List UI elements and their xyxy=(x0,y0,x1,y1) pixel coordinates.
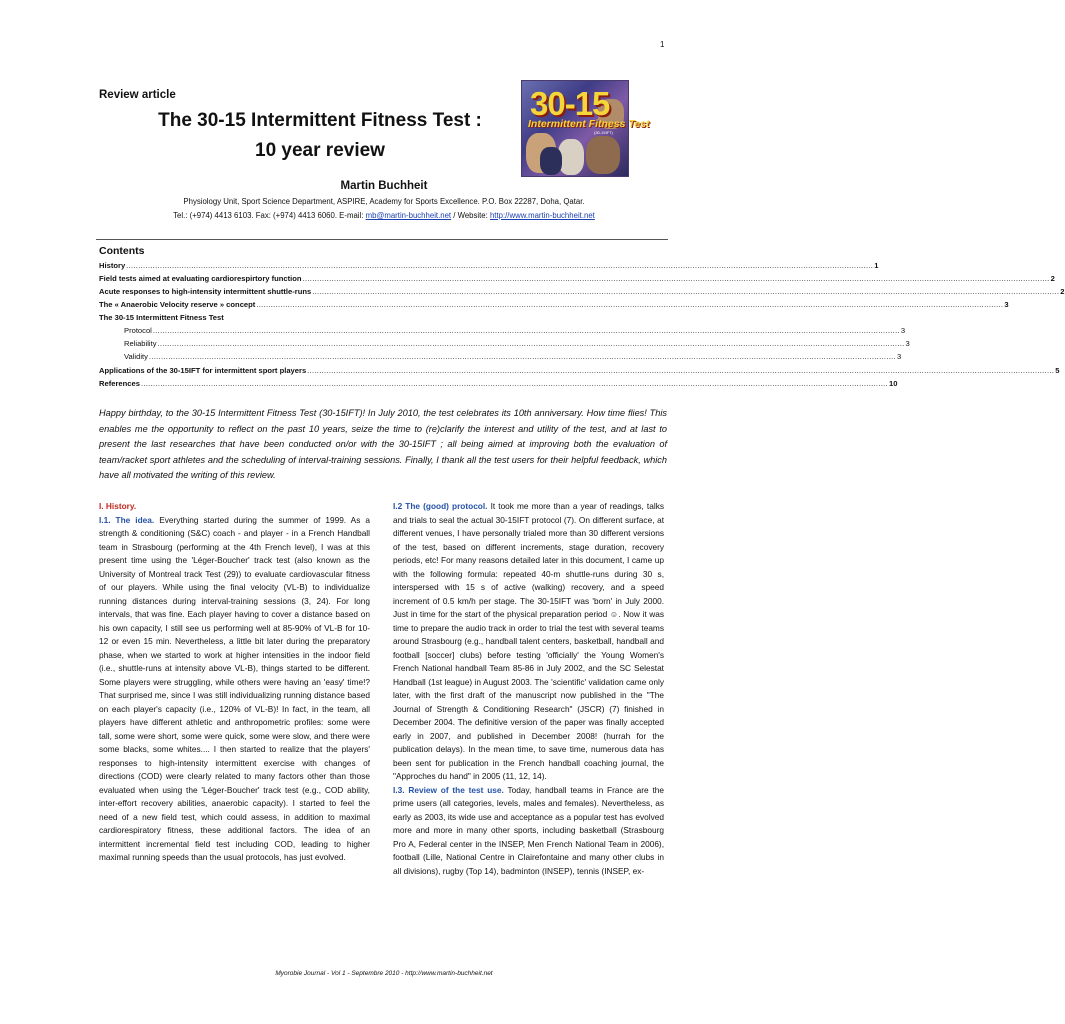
toc-page: 1 xyxy=(874,261,879,270)
idea-text: Everything started during the summer of 1999. As a strength & conditioning (S&C) coach - and player - in a French Handball team in Strasbourg (performing at the 4th French level), I was at this present time using the 'Léger-Boucher' track test (also known as the University of Montreal track Test (29)) to evaluate cardiovascular fitness of our players. While using the final velocity (VL-B) to individualize running distances during interval-training sessions (3, 24). For long intervals, that was fine. Each player having to cover a distance based on his own capacity, I still see us performing well at 85-90% of VL-B for 10-12 or even 15 min. Nevertheless, a little bit later during the preparatory phase, when we started to work at higher intensities in the indoor field (i.e., shuttle-runs at intensity above VL-B), things started to be different. Some players were struggling, while others were having an 'easy' time!? That surprised me, since I was still individualizing running distance based on each player's capacity (i.e., 120% of VL-B)! In fact, in the team, all players have different athletic and anthropometric profiles: some were tall, some were short, some were quick, some were slow, and there were some blacks, some whites.... I then started to realize that the players' responses to high-intensity intermittent exercise with changes of directions (COD) were clearly related to many factors other than those evaluated when using the 'Léger-Boucher' track test (e.g., COD ability, inter-effort recovery abilities, anaerobic capacity). I started to feel the need of a new field test, which could assess, in addition to maximal cardiorespiratory fitness, these additional factors. The idea of an intermittent incremental field test including COD, leading to higher maximal running speeds than the usual protocols, has just evolved. xyxy=(99,514,370,862)
author-name: Martin Buchheit xyxy=(340,180,428,192)
book-cover-image xyxy=(521,80,650,177)
toc-label: Reliability xyxy=(124,339,157,348)
toc-page: 5 xyxy=(1055,366,1060,375)
intro-paragraph: Happy birthday, to the 30-15 Intermittent Fitness Test (30-15IFT)! In July 2010, the test celebrates its 10th anniversary. How time flies! This enables me the opportunity to reflect on the past 10 years, seize the time to (re)clarify the interest and utility of the test, and at last to present the last researches that have been conducted on/or with the 30-15IFT ; all being aimed at improving both the evaluation of team/racket sport athletes and the scheduling of interval-training sessions. Finally, I thank all the test users for their helpful feedback, which have all motivated the writing of this review. xyxy=(99,408,667,480)
toc-label: The 30-15 Intermittent Fitness Test xyxy=(99,313,224,322)
article-title xyxy=(96,106,544,166)
test-use-text: Today, handball teams in France are the prime users (all categories, levels, males and females). Nevertheless, as early as 2003, its wide use and acceptance as a popular test has evolved more and more in many other sports, including basketball (Strasbourg Pro A, Federal center in the INSEP, Men French National Team in 2006), football (Lille, National Centre in Clairefontaine and many other clubs in all divisions), rugby (Top 14), badminton (INSEP), tennis (INSEP, ex- xyxy=(393,784,664,876)
toc-label: Applications of the 30-15IFT for intermittent sport players xyxy=(99,366,307,375)
subheading-protocol: I.2 The (good) protocol. xyxy=(393,501,488,511)
toc-label: Field tests aimed at evaluating cardiorespirtory function xyxy=(99,274,302,283)
toc-entry-validity[interactable] xyxy=(124,352,902,364)
contents-heading: Contents xyxy=(99,245,145,257)
toc-label: Acute responses to high-intensity intermittent shuttle-runs xyxy=(99,287,312,296)
toc-entry-history[interactable] xyxy=(99,261,879,273)
toc-entry-acute-responses[interactable] xyxy=(99,287,1065,299)
left-column xyxy=(99,500,370,865)
toc-label: History xyxy=(99,261,126,270)
toc-page: 10 xyxy=(888,379,898,388)
contact-mid: / Website: xyxy=(451,211,490,220)
toc-entry-references[interactable] xyxy=(99,379,898,391)
paragraph-protocol xyxy=(393,500,664,784)
toc-label: The « Anaerobic Velocity reserve » concept xyxy=(99,300,256,309)
paragraph-idea xyxy=(99,514,370,865)
toc-entry-anaerobic-velocity[interactable] xyxy=(99,300,1009,312)
title-line-1: The 30-15 Intermittent Fitness Test : xyxy=(158,110,482,131)
toc-label: Validity xyxy=(124,352,148,361)
affiliation: Physiology Unit, Sport Science Department, ASPIRE, Academy for Sports Excellence. P.O. Box 22287, Doha, Qatar. xyxy=(183,197,585,206)
page-footer: Myorobie Journal - Vol 1 - Septembre 2010 - http://www.martin-buchheit.net xyxy=(275,970,493,977)
toc-entry-30-15-test[interactable] xyxy=(99,313,661,325)
cover-subtitle: Intermittent Fitness Test xyxy=(528,118,650,130)
email-link[interactable]: mb@martin-buchheit.net xyxy=(365,211,452,220)
article-kicker: Review article xyxy=(99,89,176,101)
toc-entry-applications[interactable] xyxy=(99,366,1060,378)
contact-line xyxy=(0,211,768,220)
subheading-test-use: I.3. Review of the test use. xyxy=(393,784,504,795)
toc-entry-field-tests[interactable] xyxy=(99,274,1055,286)
toc-page: 3 xyxy=(900,326,906,335)
paragraph-test-use xyxy=(393,784,664,879)
toc-page: 3 xyxy=(905,339,910,348)
title-line-2: 10 year review xyxy=(255,140,385,161)
cover-tag: (30-15IFT) xyxy=(594,130,613,135)
toc-page: 3 xyxy=(1004,300,1009,309)
toc-label: References xyxy=(99,379,140,388)
protocol-text: It took me more than a year of readings, talks and trials to seal the actual 30-15IFT protocol (7). On different surface, at different venues, I have personally trialed more than 30 different versions of the test, based on different increments, stage duration, recovery periods, etc! For many reasons detailed later in this document, I came up with the following formula: repeated 40-m shuttle-runs during 30 s, interspersed with 15 s of active (walking) recovery, and a speed increment of 0.5 km/h per stage. The 30-15IFT was 'born' in July 2000. Just in time for the start of the physical preparation period ☺. Now it was time to prepare the audio track in order to trial the test with several teams around Strasbourg (e.g., handball talent centers, basketball, handball and football [soccer] clubs) before testing 'officially' the Young Women's French National handball Team 85-86 in July 2002, and the SC Selestat Handball (1st league) in August 2003. The 'scientific' validation came only later, with the first draft of the manuscript now published in the "The Journal of Strength & Conditioning Research" (JSCR) (7) finished in December 2004. The definitive version of the paper was finally accepted early in 2007, and published in December 2008! (hurrah for the publication delays). In the mean time, to save time, numerous data has been sent for publication in the French handball coaching journal, the "Approches du hand" in 2005 (11, 12, 14). xyxy=(393,501,664,781)
divider xyxy=(96,239,668,240)
contact-prefix: Tel.: (+974) 4413 6103. Fax: (+974) 4413 6060. E-mail: xyxy=(173,211,366,220)
section-heading-history: I. History. xyxy=(99,501,137,511)
toc-page: 2 xyxy=(1060,287,1065,296)
toc-page: 3 xyxy=(896,352,902,361)
right-column xyxy=(393,500,664,878)
website-link[interactable]: http://www.martin-buchheit.net xyxy=(489,211,595,220)
subheading-idea: I.1. The idea. xyxy=(99,514,155,525)
page-number: 1 xyxy=(660,40,665,49)
toc-page: 2 xyxy=(1050,274,1055,283)
cover-title: 30-15 xyxy=(530,85,610,122)
toc-label: Protocol xyxy=(124,326,152,335)
toc-entry-reliability[interactable] xyxy=(124,339,910,351)
toc-entry-protocol[interactable] xyxy=(124,326,906,338)
